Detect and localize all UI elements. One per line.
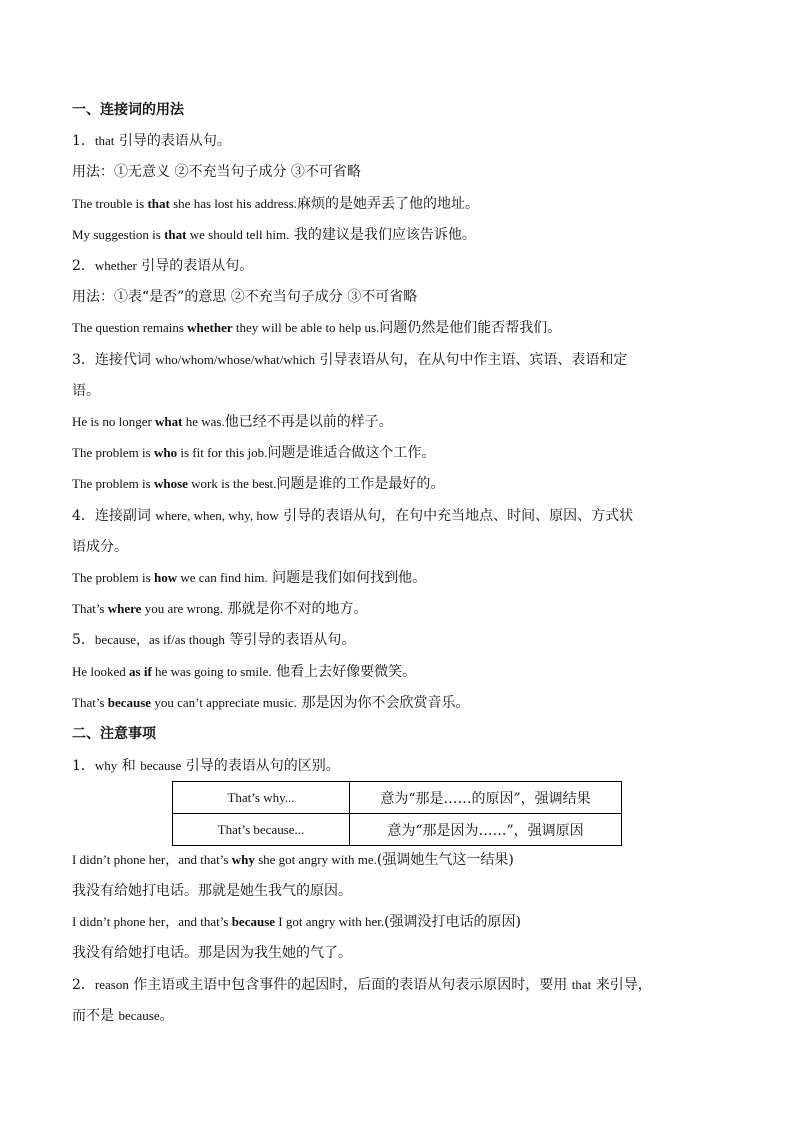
s2-item2-num: 2． <box>72 977 95 993</box>
example-en-b: we should tell him. <box>186 227 290 242</box>
example-en-a: The problem is <box>72 570 154 585</box>
item4-example-1 <box>72 568 728 588</box>
s2-item2-keyword-that: that <box>571 977 592 992</box>
example-en-a: The problem is <box>72 445 154 460</box>
example-zh: 他看上去好像要微笑。 <box>271 664 417 680</box>
example-en-b: we can find him. <box>177 570 268 585</box>
example-en-b: she has lost his address. <box>169 196 297 211</box>
item3-example-1 <box>72 412 728 432</box>
s2-item1-example-1 <box>72 850 728 870</box>
example-en-a: The trouble is <box>72 196 148 211</box>
table-row <box>173 782 622 814</box>
item5-title-text: 等引导的表语从句。 <box>224 632 356 648</box>
item2-keyword: whether <box>94 258 137 273</box>
item1-example-2 <box>72 225 728 245</box>
s2-item1-keyword-b: because <box>140 758 182 773</box>
example-zh: 问题仍然是他们能否帮我们。 <box>379 320 562 336</box>
item5-example-1 <box>72 662 728 682</box>
s2-item1-mid: 和 <box>117 758 141 774</box>
example-en-a: That’s <box>72 601 108 616</box>
item4-title-line1 <box>72 506 728 526</box>
item5-num: 5． <box>72 632 95 648</box>
example-zh: 问题是谁的工作是最好的。 <box>276 476 445 492</box>
item3-example-2 <box>72 443 728 463</box>
s2-item1-example-2 <box>72 912 728 932</box>
example-en-b: I got angry with her. <box>275 914 385 929</box>
item3-example-3 <box>72 474 728 494</box>
item1-example-1 <box>72 194 728 214</box>
item5-keyword: because，as if/as though <box>94 632 225 647</box>
example-en-b: work is the best. <box>187 476 277 491</box>
item2-title <box>72 256 728 276</box>
example-keyword: why <box>231 852 255 867</box>
example-en-b: he was going to smile. <box>151 664 272 679</box>
item3-title-text: 引导表语从句，在从句中作主语、宾语、表语和定 <box>314 352 628 368</box>
example-keyword: that <box>147 196 170 211</box>
example-keyword: because <box>231 914 276 929</box>
section1-heading: 一、连接词的用法 <box>72 102 184 118</box>
item2-example-1 <box>72 318 728 338</box>
s2-item1-example-2-zh: 我没有给她打电话。那是因为我生她的气了。 <box>72 945 352 961</box>
example-en-a: He looked <box>72 664 130 679</box>
example-note: (强调没打电话的原因) <box>384 914 522 930</box>
table-cell-phrase: That’s why... <box>173 782 350 814</box>
item2-title-text: 引导的表语从句。 <box>136 258 254 274</box>
example-keyword: who <box>153 445 178 460</box>
s2-item2-line1 <box>72 975 728 995</box>
example-en-b: you can’t appreciate music. <box>151 695 298 710</box>
example-zh: 麻烦的是她弄丢了他的地址。 <box>296 196 479 212</box>
example-en-b: she got angry with me. <box>254 852 377 867</box>
s2-item2-text-end: 来引导， <box>591 977 652 993</box>
example-keyword: because <box>107 695 152 710</box>
example-en-b: they will be able to help us. <box>232 320 380 335</box>
example-note: (强调她生气这一结果) <box>376 852 514 868</box>
example-zh: 问题是我们如何找到他。 <box>267 570 427 586</box>
table-cell-meaning: 意为“那是……的原因”，强调结果 <box>350 782 622 814</box>
example-keyword: that <box>164 227 187 242</box>
item1-num: 1． <box>72 133 95 149</box>
example-keyword: as if <box>129 664 152 679</box>
item3-keyword: who/whom/whose/what/which <box>155 352 315 367</box>
example-zh: 他已经不再是以前的样子。 <box>224 414 393 430</box>
s2-item1-num: 1． <box>72 758 95 774</box>
s2-item2-text2: 而不是 <box>72 1008 119 1024</box>
comparison-table <box>172 781 622 845</box>
table-cell-meaning: 意为“那是因为……”，强调原因 <box>350 814 622 846</box>
item4-title-line2: 语成分。 <box>72 539 128 555</box>
item2-num: 2． <box>72 258 95 274</box>
item1-keyword: that <box>94 133 115 148</box>
example-zh: 问题是谁适合做这个工作。 <box>267 445 436 461</box>
item3-title-line1 <box>72 350 728 370</box>
s2-item1-example-1-zh: 我没有给她打电话。那就是她生我气的原因。 <box>72 883 352 899</box>
item1-title <box>72 131 728 151</box>
item3-lead: 连接代词 <box>94 352 156 368</box>
example-zh: 那就是你不对的地方。 <box>223 601 368 617</box>
s2-item1-title-text: 引导的表语从句的区别。 <box>181 758 340 774</box>
s2-item2-text: 作主语或主语中包含事件的起因时，后面的表语从句表示原因时，要用 <box>128 977 572 993</box>
example-keyword: whose <box>153 476 188 491</box>
item3-num: 3． <box>72 352 95 368</box>
item1-usage: 用法：①无意义 ②不充当句子成分 ③不可省略 <box>72 164 361 180</box>
item5-title <box>72 630 728 650</box>
table-cell-phrase: That’s because... <box>173 814 350 846</box>
example-en-a: He is no longer <box>72 414 156 429</box>
example-zh: 那是因为你不会欣赏音乐。 <box>297 695 470 711</box>
s2-item1-title <box>72 756 728 776</box>
item4-example-2 <box>72 599 728 619</box>
example-en-a: The question remains <box>72 320 188 335</box>
example-en-a: That’s <box>72 695 108 710</box>
example-en-b: he was. <box>182 414 225 429</box>
example-keyword: whether <box>187 320 233 335</box>
item4-num: 4． <box>72 508 95 524</box>
section2-heading: 二、注意事项 <box>72 726 156 742</box>
item3-title-line2: 语。 <box>72 383 100 399</box>
example-keyword: what <box>155 414 183 429</box>
item4-keyword: where, when, why, how <box>155 508 279 523</box>
item5-example-2 <box>72 693 728 713</box>
s2-item2-keyword: reason <box>94 977 129 992</box>
example-en-b: you are wrong. <box>141 601 224 616</box>
example-en-a: The problem is <box>72 476 154 491</box>
example-en-a: I didn’t phone her，and that’s <box>72 914 232 929</box>
item4-title-text: 引导的表语从句，在句中充当地点、时间、原因、方式状 <box>278 508 634 524</box>
s2-item2-keyword-because: because <box>118 1008 160 1023</box>
s2-item2-text2-end: 。 <box>159 1008 174 1024</box>
table-row <box>173 814 622 846</box>
item2-usage: 用法：①表“是否”的意思 ②不充当句子成分 ③不可省略 <box>72 289 418 305</box>
item1-title-text: 引导的表语从句。 <box>114 133 231 149</box>
s2-item2-line2 <box>72 1006 728 1026</box>
example-en-a: I didn’t phone her，and that’s <box>72 852 232 867</box>
s2-item1-keyword-a: why <box>94 758 118 773</box>
item4-lead: 连接副词 <box>94 508 156 524</box>
example-zh: 我的建议是我们应该告诉他。 <box>289 227 476 243</box>
example-keyword: where <box>107 601 142 616</box>
example-en-b: is fit for this job. <box>177 445 268 460</box>
example-keyword: how <box>153 570 178 585</box>
example-en-a: My suggestion is <box>72 227 165 242</box>
